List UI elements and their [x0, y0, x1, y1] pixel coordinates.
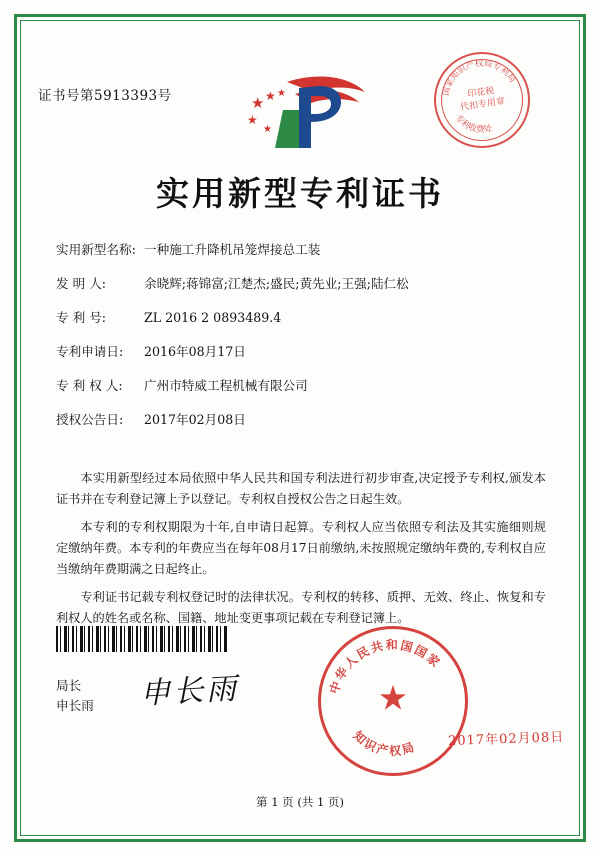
stamp-duty-seal	[428, 46, 536, 154]
field-label: 专 利 号:	[56, 310, 107, 325]
stamp-duty-seal-line2: 代扣专用章	[459, 96, 506, 114]
body-paragraph: 专利证书记载专利权登记时的法律状况。专利权的转移、质押、无效、终止、恢复和专利权人的姓名或名称、国籍、地址变更事项记载在专利登记簿上。	[56, 590, 546, 625]
body-paragraph: 本实用新型经过本局依照中华人民共和国专利法进行初步审查,决定授予专利权,颁发本证书并在专利登记簿上予以登记。专利权自授权公告之日起生效。	[56, 471, 546, 506]
svg-text:★: ★	[247, 113, 258, 127]
director-name-label: 申长雨	[56, 698, 94, 713]
field-value: ZL 2016 2 0893489.4	[144, 310, 282, 325]
field-label: 专利申请日:	[56, 344, 124, 359]
page-title: 实用新型专利证书	[156, 174, 444, 213]
patent-fields	[56, 233, 544, 437]
svg-text:知识产权局: 知识产权局	[350, 728, 418, 759]
field-row	[56, 267, 544, 301]
svg-text:国家知识产权局专利局: 国家知识产权局专利局	[441, 58, 518, 97]
field-label: 专 利 权 人:	[56, 378, 123, 393]
field-value: 2016年08月17日	[144, 344, 246, 359]
svg-text:★: ★	[277, 88, 286, 99]
svg-text:★: ★	[263, 124, 272, 135]
seal-issue-date: 2017年02月08日	[447, 729, 565, 750]
signature-labels	[56, 676, 94, 716]
svg-text:★: ★	[251, 96, 265, 112]
field-label: 实用新型名称:	[56, 242, 136, 257]
svg-text:★: ★	[265, 89, 276, 103]
stamp-duty-seal-line1: 印花税	[466, 86, 496, 100]
certificate-content	[28, 28, 572, 828]
field-label: 授权公告日:	[56, 412, 124, 427]
svg-text:专利收费处: 专利收费处	[452, 113, 494, 136]
field-value: 2017年02月08日	[144, 412, 246, 427]
field-value: 余晓辉;蒋锦富;江楚杰;盛民;黄先业;王强;陆仁松	[144, 276, 409, 291]
certificate-body-text	[56, 468, 546, 636]
field-value: 广州市特威工程机械有限公司	[144, 378, 308, 393]
director-handwritten-signature: 申长雨	[139, 671, 241, 712]
page-footer: 第 1 页 (共 1 页)	[256, 795, 344, 809]
body-paragraph: 本专利的专利权期限为十年,自申请日起算。专利权人应当依照专利法及其实施细则规定缴纳年费。本专利的年费应当在每年08月17日前缴纳,未按照规定缴纳年费的,专利权自应当缴纳年费期满之日起终止。	[56, 520, 546, 576]
field-row	[56, 301, 544, 335]
field-row	[56, 403, 544, 437]
svg-text:中华人民共和国国家: 中华人民共和国国家	[327, 637, 444, 696]
field-row	[56, 233, 544, 267]
field-row	[56, 369, 544, 403]
field-value: 一种施工升降机吊笼焊接总工装	[144, 242, 321, 257]
barcode	[56, 626, 228, 652]
director-title-label: 局长	[56, 678, 82, 693]
field-label: 发 明 人:	[56, 276, 107, 291]
cnipa-patent-logo-icon	[225, 70, 375, 156]
seal-star-icon: ★	[377, 680, 409, 718]
field-row	[56, 335, 544, 369]
official-seal	[318, 626, 468, 776]
certificate-serial-number: 证书号第5913393号	[38, 88, 172, 104]
